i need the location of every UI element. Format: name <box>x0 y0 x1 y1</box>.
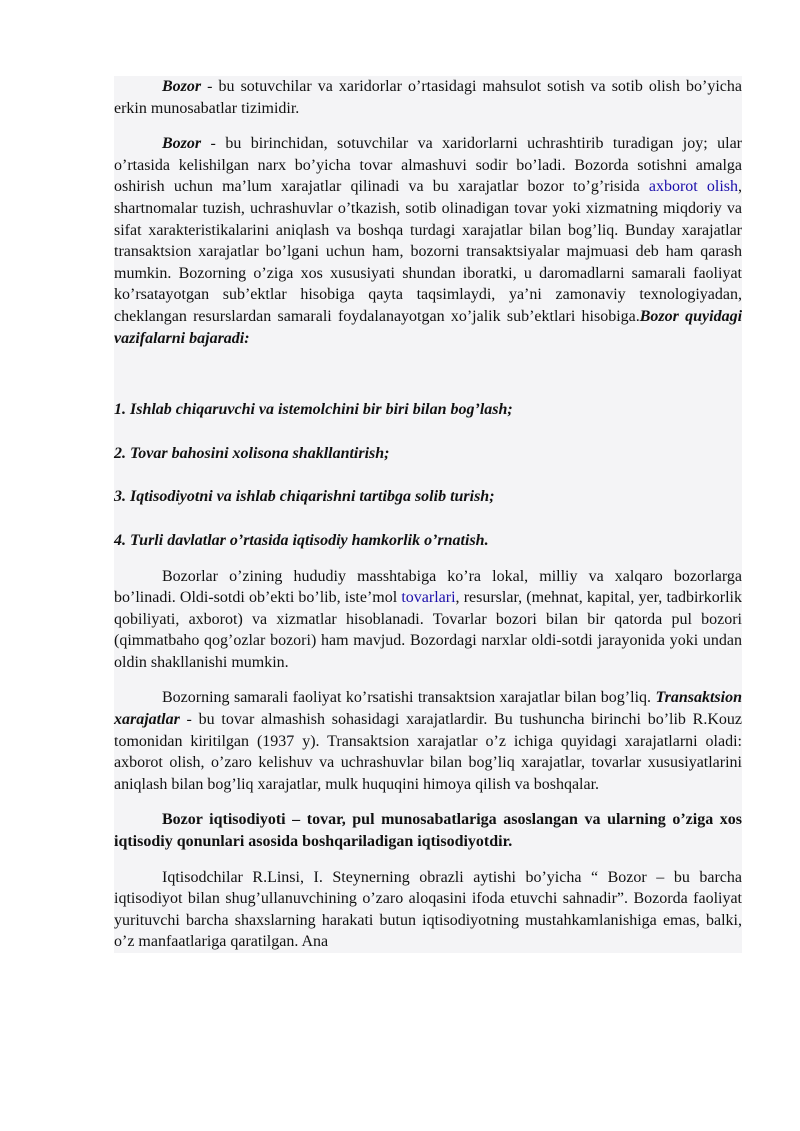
paragraph-market-types <box>114 566 742 674</box>
market-types-text-a: Bozorlar o’zining hududiy masshtabiga ko’ra lokal, milliy va xalqaro bozorlarga bo’linadi. Oldi-sotdi ob’ekti bo’lib, iste’mol <box>114 567 742 607</box>
link-axborot-olish[interactable]: axborot olish <box>648 178 738 196</box>
paragraph-bozor-definition <box>114 76 742 119</box>
paragraph-transaction-costs <box>114 687 742 795</box>
term-bozor: Bozor <box>162 78 202 95</box>
function-item-1: 1. Ishlab chiqaruvchi va istemolchini bir biri bilan bog’lash; <box>114 401 513 419</box>
definition-text: - bu sotuvchilar va xaridorlar o’rtasidagi mahsulot sotish va sotib olish bo’yicha erkin munosabatlar tizimidir. <box>114 78 742 117</box>
document-body <box>114 76 742 953</box>
functions-heading: Bozor quyidagi vazifalarni bajaradi: <box>114 307 743 347</box>
explanation-text-a: - bu birinchidan, sotuvchilar va xaridorlarni uchrashtirib turadigan joy; ular o’rtasida kelishilgan narx bo’yicha tovar almashuvi sodir bo’ladi. Bozorda sotishni amalga oshirish uchun ma’lum xarajatlar qilinadi va bu xarajatlar bozor to’g’risida <box>114 135 742 196</box>
function-item-4: 4. Turli davlatlar o’rtasida iqtisodiy hamkorlik o’rnatish. <box>114 531 489 549</box>
term-transaction-costs: Transaktsion xarajatlar <box>114 689 742 729</box>
paragraph-bozor-explanation <box>114 133 742 349</box>
link-tovarlari[interactable]: tovarlari <box>401 589 456 607</box>
transaction-text-b: - bu tovar almashish sohasidagi xarajatlardir. Bu tushuncha birinchi bo’lib R.Kouz tomonidan kiritilgan (1937 y). Transaktsion xarajatlar o’z ichiga quyidagi xarajatlarni oladi: axborot olish, o’zaro kelishuv va uchrashuvlar bilan bog’liq xarajatlar, tovarlar xususiyatlarini aniqlash bilan bog’liq xarajatlar, mulk huquqini himoya qilish va boshqalar. <box>114 711 742 793</box>
function-item-2: 2. Tovar bahosini xolisona shakllantirish; <box>114 444 390 462</box>
explanation-text-b: , shartnomalar tuzish, uchrashuvlar o’tkazish, sotib olinadigan tovar yoki xizmatning miqdoriy va sifat xarakteristikalarini aniqlash va boshqa turdagi xarajatlar bilan bog’liq. Bunday xarajatlar transaktsion xarajatlar bo’lgani uchun ham, bozorni transaktsiyalar majmuasi deb ham qarash mumkin. Bozorning o’ziga xos xususiyati shundan iboratki, u daromadlarni samarali faoliyat ko’rsatayotgan sub’ektlar hisobiga qayta taqsimlaydi, ya’ni zamonaviy texnologiyadan, cheklangan resurslardan samarali foydalanayotgan xo’jalik sub’ektlari hisobiga. <box>114 178 742 325</box>
function-item-3: 3. Iqtisodiyotni va ishlab chiqarishni tartibga solib turish; <box>114 488 495 506</box>
paragraph-market-economy: Bozor iqtisodiyoti – tovar, pul munosabatlariga asoslangan va ularning o’ziga xos iqtisodiy qonunlari asosida boshqariladigan iqtisodiyotdir. <box>114 811 742 851</box>
term-bozor-2: Bozor <box>162 135 202 153</box>
transaction-text-a: Bozorning samarali faoliyat ko’rsatishi transaktsion xarajatlar bilan bog’liq. <box>162 689 656 707</box>
market-types-text-b: , resurslar, (mehnat, kapital, yer, tadbirkorlik qobiliyati, axborot) va xizmatlar hisoblanadi. Tovarlar bozori bilan bir qatorda pul bozori (qimmatbaho qog’ozlar bozori) ham mavjud. Bozordagi narxlar oldi-sotdi jarayonida yoki undan oldin shakllanishi mumkin. <box>114 589 742 671</box>
paragraph-economists-quote: Iqtisodchilar R.Linsi, I. Steynerning obrazli aytishi bo’yicha “ Bozor – bu barcha iqtisodiyot bilan shug’ullanuvchining o’zaro aloqasini ifoda etuvchi sahnadir”. Bozorda faoliyat yurituvchi barcha shaxslarning harakati butun iqtisodiyotning mustahkamlanishiga emas, balki, o’z manfaatlariga qaratilgan. Ana <box>114 868 742 951</box>
